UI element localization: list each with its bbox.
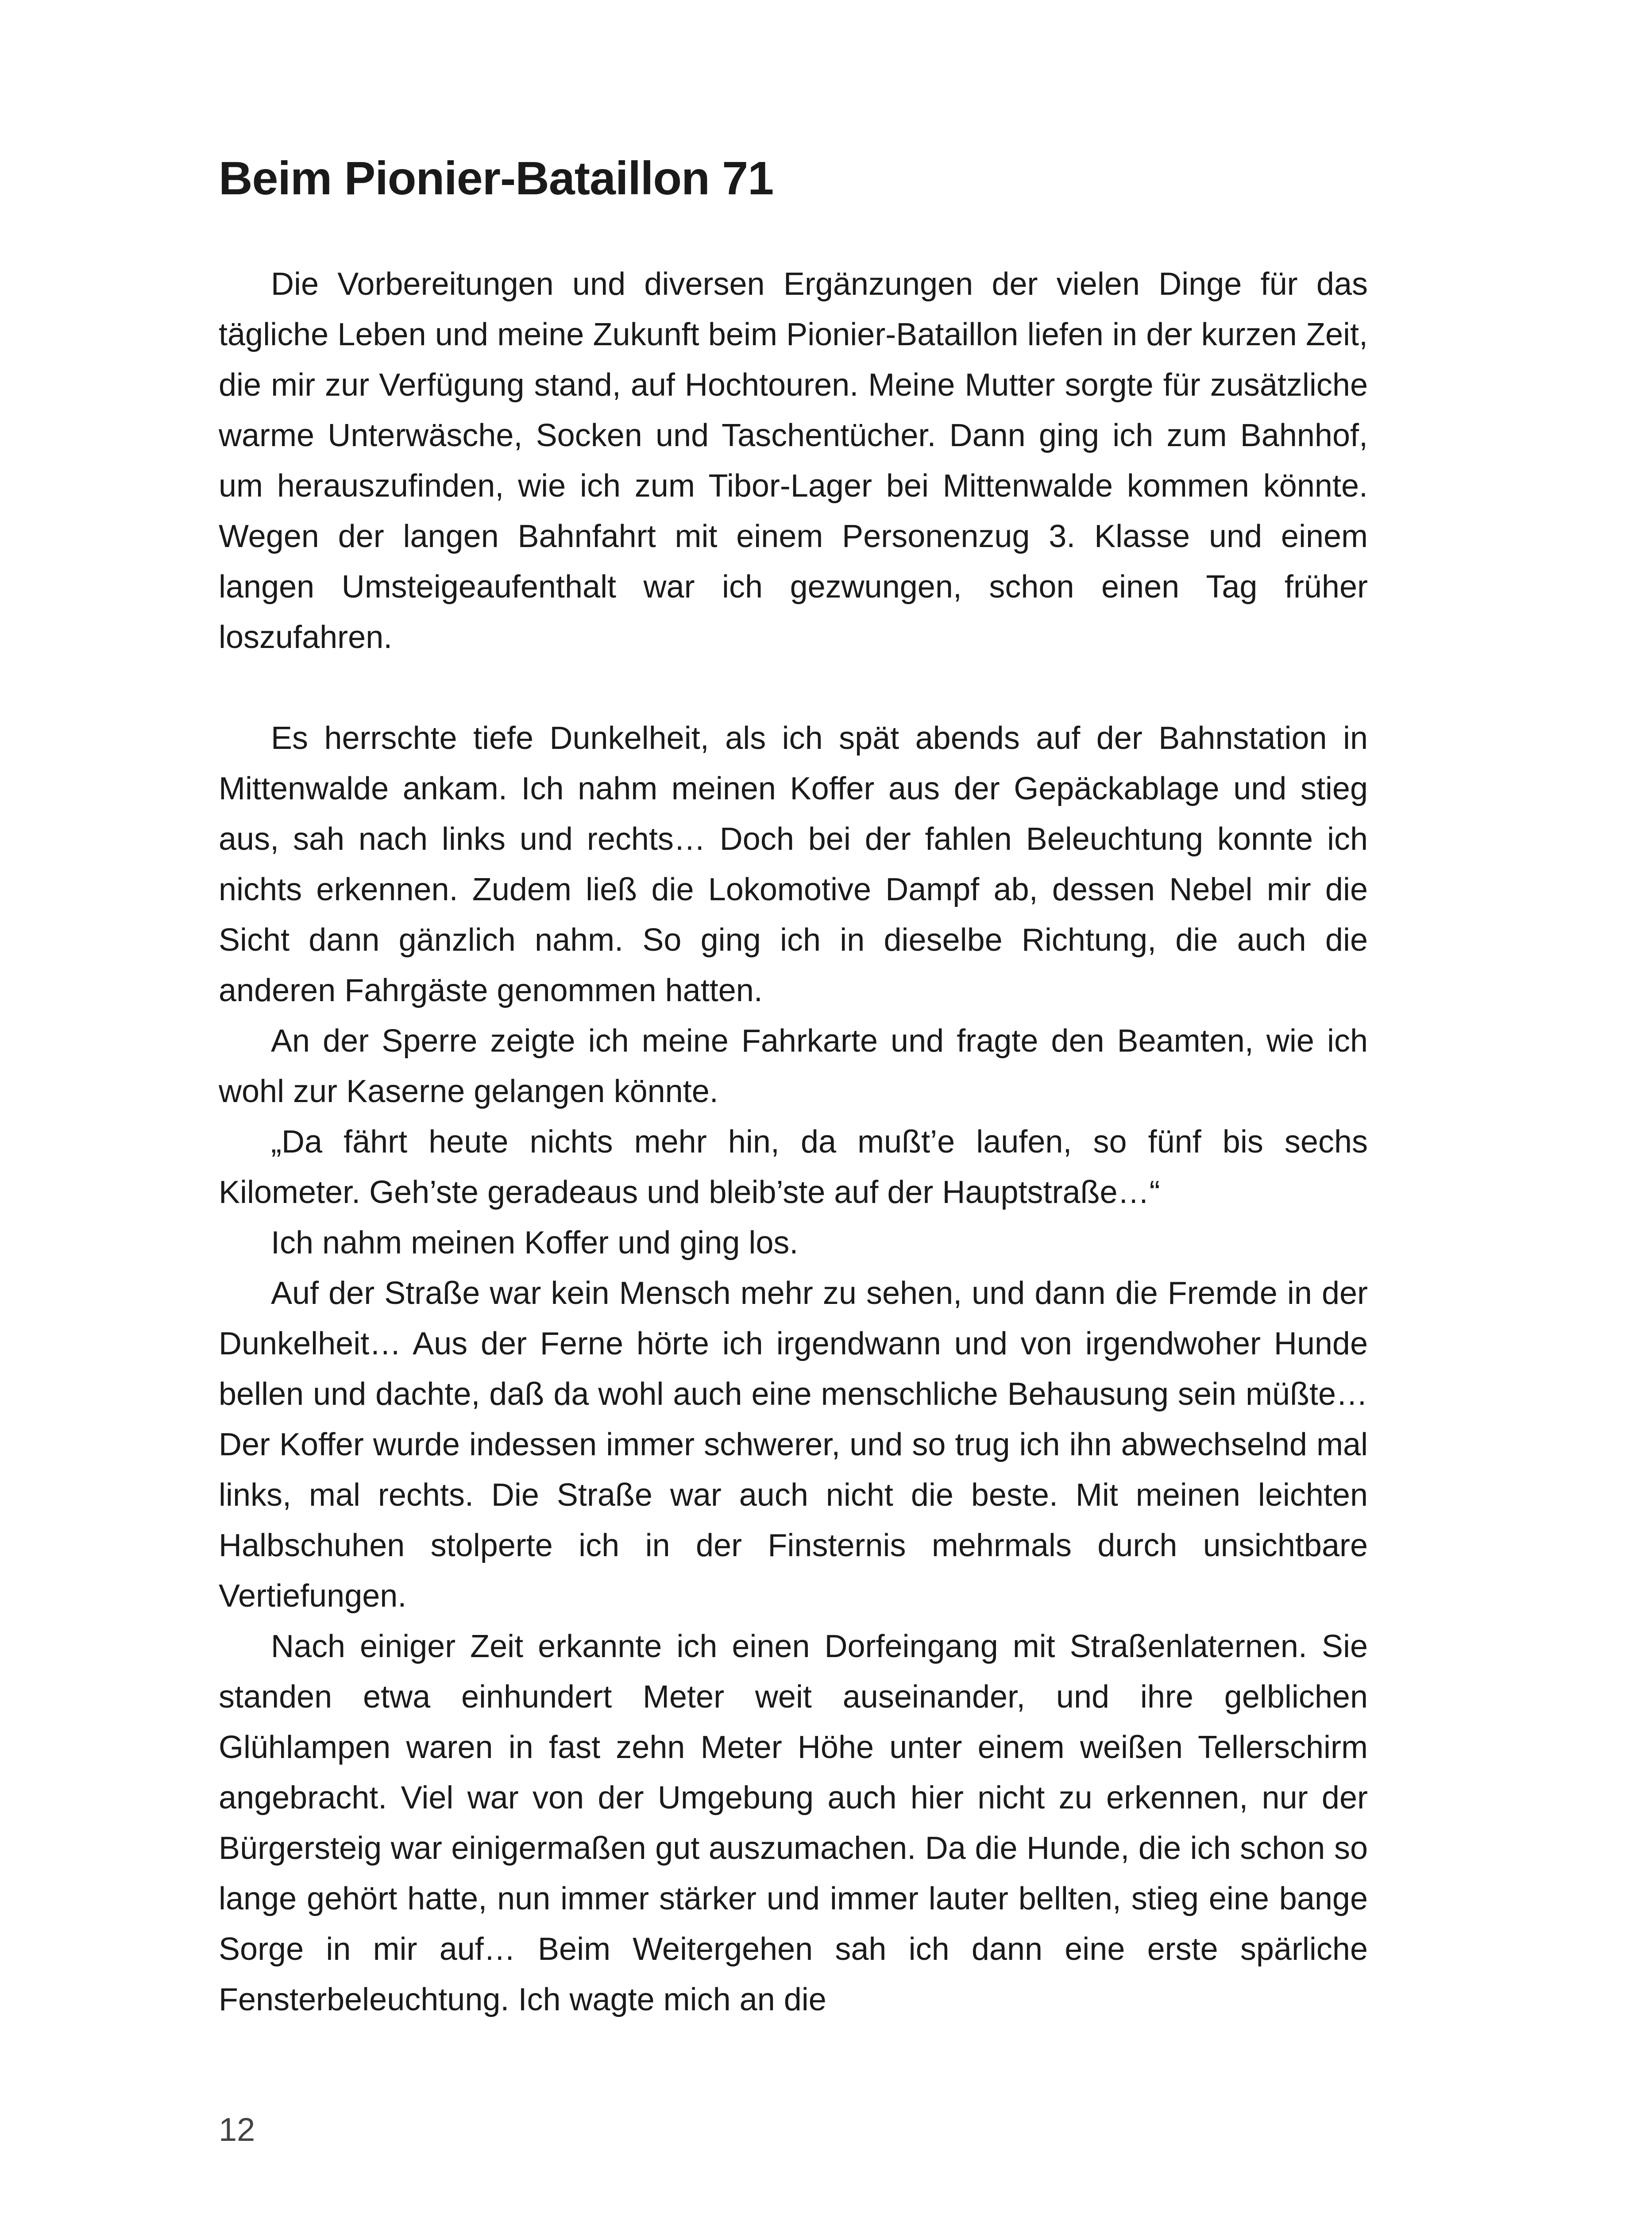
paragraph-set-off: Ich nahm meinen Koffer und ging los.	[271, 1225, 799, 1261]
chapter-title: Beim Pionier-Bataillon 71	[219, 152, 774, 204]
paragraph-village-entrance: Nach einiger Zeit erkannte ich einen Dorfeingang mit Straßenlaternen. Sie standen etwa einhundert Meter weit auseinander, und ihre gelblichen Glühlampen waren in fast zehn Meter Höhe unter einem weißen Tellerschirm angebracht. Viel war von der Umgebung auch hier nicht zu erkennen, nur der Bürgersteig war einigermaßen gut auszumachen. Da die Hunde, die ich schon so lange gehört hatte, nun immer stärker und immer lauter bellten, stieg eine bange Sorge in mir auf… Beim Weitergehen sah ich dann eine erste spärliche Fensterbeleuchtung. Ich wagte mich an die	[219, 1629, 1368, 2017]
paragraph-preparations: Die Vorbereitungen und diversen Ergänzungen der vielen Dinge für das tägliche Leben und meine Zukunft beim Pionier-Bataillon liefen in der kurzen Zeit, die mir zur Verfügung stand, auf Hochtouren. Meine Mutter sorgte für zusätzliche warme Unterwäsche, Socken und Taschentücher. Dann ging ich zum Bahnhof, um herauszufinden, wie ich zum Tibor-Lager bei Mittenwalde kommen könnte. Wegen der langen Bahnfahrt mit einem Personenzug 3. Klasse und einem langen Umsteigeaufenthalt war ich gezwungen, schon einen Tag früher loszufahren.	[219, 266, 1368, 655]
paragraph-ticket-barrier: An der Sperre zeigte ich meine Fahrkarte und fragte den Beamten, wie ich wohl zur Kaserne gelangen könnte.	[219, 1023, 1368, 1109]
paragraph-dark-road: Auf der Straße war kein Mensch mehr zu sehen, und dann die Fremde in der Dunkelheit… Aus der Ferne hörte ich irgendwann und von irgendwoher Hunde bellen und dachte, daß da wohl auch eine menschliche Behausung sein müßte… Der Koffer wurde indessen immer schwerer, und so trug ich ihn abwechselnd mal links, mal rechts. Die Straße war auch nicht die beste. Mit meinen leichten Halbschuhen stolperte ich in der Finsternis mehrmals durch unsichtbare Vertiefungen.	[219, 1276, 1368, 1614]
paragraph-arrival: Es herrschte tiefe Dunkelheit, als ich spät abends auf der Bahnstation in Mittenwalde ankam. Ich nahm meinen Koffer aus der Gepäckablage und stieg aus, sah nach links und rechts… Doch bei der fahlen Beleuchtung konnte ich nichts erkennen. Zudem ließ die Lokomotive Dampf ab, dessen Nebel mir die Sicht dann gänzlich nahm. So ging ich in dieselbe Richtung, die auch die anderen Fahrgäste genommen hatten.	[219, 721, 1368, 1008]
paragraph-official-reply: „Da fährt heute nichts mehr hin, da mußt’e laufen, so fünf bis sechs Kilometer. Geh’ste geradeaus und bleib’ste auf der Hauptstraße…“	[219, 1124, 1368, 1210]
body-text	[219, 259, 1368, 2025]
page-number: 12	[219, 2111, 255, 2148]
